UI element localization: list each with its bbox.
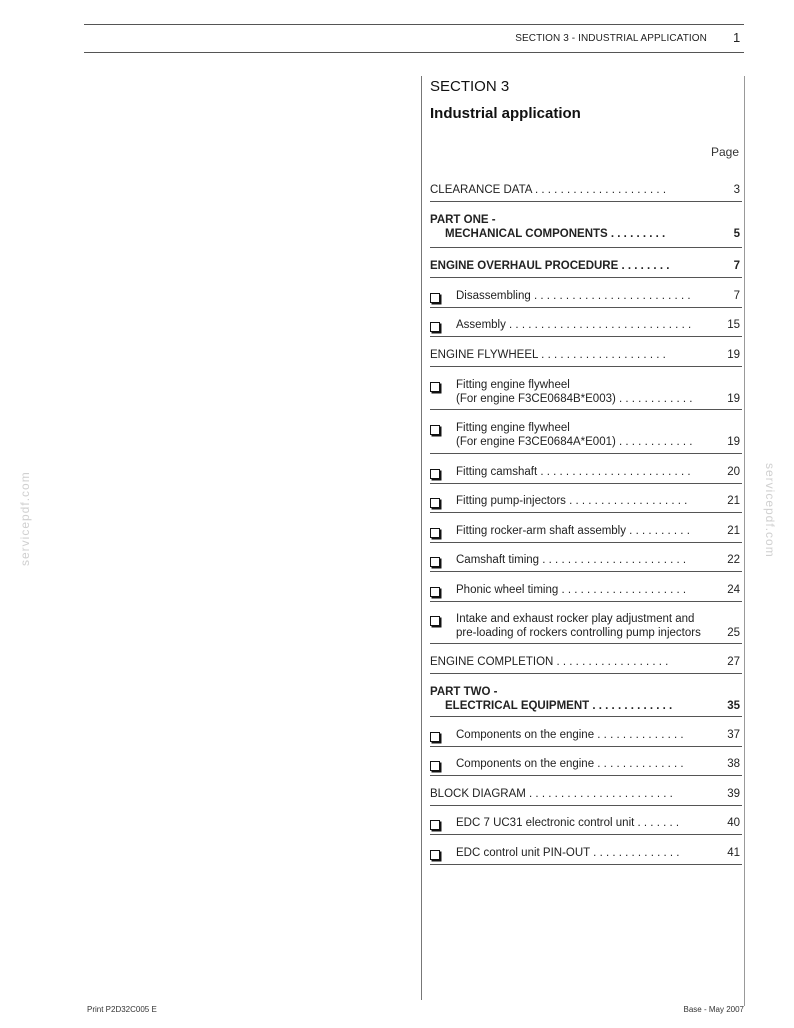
- toc-entry: [430, 719, 742, 747]
- toc-page-number: 41: [727, 847, 740, 859]
- checkbox-bullet-icon: [430, 587, 440, 597]
- toc-entry-label: (For engine F3CE0684B*E003) . . . . . . . . . . . .: [456, 393, 693, 405]
- toc-page-number: 38: [727, 758, 740, 770]
- page-number: 1: [733, 30, 741, 45]
- toc-entry: [430, 748, 742, 776]
- toc-entry: [430, 339, 742, 367]
- toc-entry-label: Phonic wheel timing . . . . . . . . . . . . . . . . . . . .: [456, 584, 687, 596]
- toc-page-number: 35: [727, 700, 740, 712]
- column-divider-left: [421, 76, 422, 1000]
- toc-entry: [430, 807, 742, 835]
- toc-entry: [430, 574, 742, 602]
- checkbox-bullet-icon: [430, 498, 440, 508]
- footer-print-code: Print P2D32C005 E: [87, 1005, 157, 1014]
- toc-entry-label: ELECTRICAL EQUIPMENT . . . . . . . . . . . . .: [445, 700, 673, 712]
- toc-page-number: 19: [727, 393, 740, 405]
- toc-entry: [430, 603, 742, 644]
- toc-page-number: 21: [727, 495, 740, 507]
- toc-entry: [430, 369, 742, 410]
- toc-entry-label: Fitting rocker-arm shaft assembly . . . . . . . . . .: [456, 525, 690, 537]
- section-title: SECTION 3: [430, 78, 510, 95]
- toc-entry: [430, 280, 742, 308]
- checkbox-bullet-icon: [430, 293, 440, 303]
- header-top-rule: [84, 24, 744, 25]
- toc-page-number: 15: [727, 319, 740, 331]
- toc-entry: [430, 485, 742, 513]
- toc-entry: [430, 204, 742, 248]
- toc-entry: [430, 837, 742, 865]
- toc-entry: [430, 174, 742, 202]
- toc-entry-label: PART ONE -: [430, 214, 496, 226]
- toc-entry-label: Fitting engine flywheel: [456, 422, 570, 434]
- toc-entry-label: Fitting camshaft . . . . . . . . . . . . . . . . . . . . . . . .: [456, 466, 691, 478]
- toc-entry: [430, 646, 742, 674]
- toc-page-number: 25: [727, 627, 740, 639]
- checkbox-bullet-icon: [430, 425, 440, 435]
- toc-entry-label: (For engine F3CE0684A*E001) . . . . . . . . . . . .: [456, 436, 693, 448]
- header-bottom-rule: [84, 52, 744, 53]
- toc-page-number: 22: [727, 554, 740, 566]
- toc-entry: [430, 515, 742, 543]
- checkbox-bullet-icon: [430, 616, 440, 626]
- toc-entry-label: MECHANICAL COMPONENTS . . . . . . . . .: [445, 228, 666, 240]
- watermark-left: servicepdf.com: [18, 471, 32, 566]
- toc-entry: [430, 412, 742, 454]
- checkbox-bullet-icon: [430, 528, 440, 538]
- toc-page-number: 20: [727, 466, 740, 478]
- toc-entry: [430, 544, 742, 572]
- toc-entry-label: EDC control unit PIN-OUT . . . . . . . . . . . . . .: [456, 847, 680, 859]
- toc-entry: [430, 676, 742, 717]
- toc-entry-label: CLEARANCE DATA . . . . . . . . . . . . . . . . . . . . .: [430, 184, 667, 196]
- toc-entry-label: Fitting engine flywheel: [456, 379, 570, 391]
- toc-page-number: 19: [727, 436, 740, 448]
- running-header: SECTION 3 - INDUSTRIAL APPLICATION: [515, 33, 707, 44]
- toc-page-number: 19: [727, 349, 740, 361]
- checkbox-bullet-icon: [430, 469, 440, 479]
- toc-page-number: 7: [733, 260, 740, 272]
- footer-edition: Base - May 2007: [683, 1005, 744, 1014]
- column-divider-right: [744, 76, 745, 1006]
- checkbox-bullet-icon: [430, 557, 440, 567]
- page-column-label: Page: [711, 145, 740, 159]
- toc-entry-label: Assembly . . . . . . . . . . . . . . . . . . . . . . . . . . . . .: [456, 319, 692, 331]
- toc-entry: [430, 250, 742, 278]
- toc-page-number: 27: [727, 656, 740, 668]
- toc-page-number: 21: [727, 525, 740, 537]
- toc-page-number: 24: [727, 584, 740, 596]
- checkbox-bullet-icon: [430, 322, 440, 332]
- toc-page-number: 7: [733, 290, 740, 302]
- toc-entry-label: EDC 7 UC31 electronic control unit . . . . . . .: [456, 817, 680, 829]
- section-subtitle: Industrial application: [430, 105, 581, 122]
- toc-entry-label: ENGINE FLYWHEEL . . . . . . . . . . . . . . . . . . . .: [430, 349, 666, 361]
- toc-entry: [430, 778, 742, 806]
- toc-entry-label: Components on the engine . . . . . . . . . . . . . .: [456, 729, 684, 741]
- toc-page-number: 40: [727, 817, 740, 829]
- toc-entry: [430, 456, 742, 484]
- toc-entry-label: Camshaft timing . . . . . . . . . . . . . . . . . . . . . . .: [456, 554, 687, 566]
- toc-entry-label: Disassembling . . . . . . . . . . . . . . . . . . . . . . . . .: [456, 290, 691, 302]
- checkbox-bullet-icon: [430, 820, 440, 830]
- toc-page-number: 39: [727, 788, 740, 800]
- checkbox-bullet-icon: [430, 382, 440, 392]
- toc-page-number: 3: [733, 184, 740, 196]
- toc-entry: [430, 309, 742, 337]
- toc-entry-label: ENGINE COMPLETION . . . . . . . . . . . . . . . . . .: [430, 656, 669, 668]
- toc-entry-label: pre-loading of rockers controlling pump injectors: [456, 627, 701, 639]
- toc-entry-label: ENGINE OVERHAUL PROCEDURE . . . . . . . .: [430, 260, 670, 272]
- toc-entry-label: BLOCK DIAGRAM . . . . . . . . . . . . . . . . . . . . . . .: [430, 788, 673, 800]
- toc-page-number: 5: [733, 228, 740, 240]
- checkbox-bullet-icon: [430, 850, 440, 860]
- toc-entry-label: Fitting pump-injectors . . . . . . . . . . . . . . . . . . .: [456, 495, 688, 507]
- toc-page-number: 37: [727, 729, 740, 741]
- checkbox-bullet-icon: [430, 732, 440, 742]
- toc-entry-label: PART TWO -: [430, 686, 498, 698]
- toc-entry-label: Intake and exhaust rocker play adjustment and: [456, 613, 695, 625]
- watermark-right: servicepdf.com: [763, 463, 777, 558]
- checkbox-bullet-icon: [430, 761, 440, 771]
- toc-entry-label: Components on the engine . . . . . . . . . . . . . .: [456, 758, 684, 770]
